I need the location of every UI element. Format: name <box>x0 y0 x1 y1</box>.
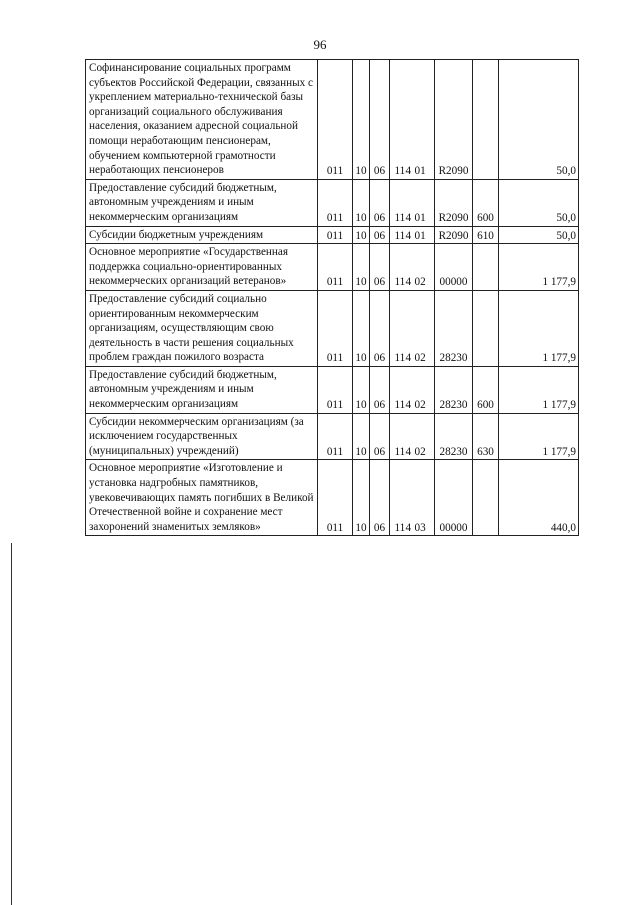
row-name: Предоставление субсидий социально ориентированным некоммерческим организациям, осуществляющим свою деятельность в части решения социальных проблем граждан пожилого возраста <box>86 290 318 366</box>
amount: 50,0 <box>499 179 579 226</box>
subsection-code: 06 <box>370 366 390 413</box>
subsection-code: 06 <box>370 226 390 244</box>
direction-code: R2090 <box>435 179 473 226</box>
program-code-part: 11 <box>394 165 406 178</box>
subprogram-code-part: 4 <box>405 521 412 534</box>
event-code-part: 01 <box>414 211 426 224</box>
section-code: 10 <box>353 226 370 244</box>
subsection-code: 06 <box>370 179 390 226</box>
expense-type-code: 600 <box>473 366 499 413</box>
subprogram-code-part: 4 <box>405 352 412 365</box>
amount: 1 177,9 <box>499 244 579 291</box>
direction-code: 28230 <box>435 290 473 366</box>
row-name: Предоставление субсидий бюджетным, автономным учреждениям и иным некоммерческим организациям <box>86 179 318 226</box>
subprogram-code-part: 4 <box>405 399 412 412</box>
table-row <box>86 60 579 180</box>
ministry-code: 011 <box>318 179 353 226</box>
ministry-code: 011 <box>318 226 353 244</box>
program-code-part: 11 <box>394 276 406 289</box>
subsection-code: 06 <box>370 60 390 180</box>
program-code <box>390 413 435 460</box>
row-name: Основное мероприятие «Государственная поддержка социально-ориентированных некоммерческих организаций ветеранов» <box>86 244 318 291</box>
table-row <box>86 290 579 366</box>
amount: 1 177,9 <box>499 413 579 460</box>
expense-type-code: 600 <box>473 179 499 226</box>
table-row <box>86 460 579 536</box>
table-row <box>86 179 579 226</box>
program-code-part: 11 <box>394 352 406 365</box>
ministry-code: 011 <box>318 413 353 460</box>
budget-table <box>85 59 579 536</box>
program-code-part: 11 <box>394 445 406 458</box>
amount: 50,0 <box>499 60 579 180</box>
ministry-code: 011 <box>318 460 353 536</box>
subsection-code: 06 <box>370 460 390 536</box>
event-code-part: 02 <box>414 276 426 289</box>
event-code-part: 01 <box>414 229 426 242</box>
subsection-code: 06 <box>370 244 390 291</box>
direction-code: 28230 <box>435 366 473 413</box>
direction-code: R2090 <box>435 60 473 180</box>
subprogram-code-part: 4 <box>405 165 412 178</box>
ministry-code: 011 <box>318 60 353 180</box>
expense-type-code: 610 <box>473 226 499 244</box>
page-number: 96 <box>313 37 327 52</box>
table-row <box>86 413 579 460</box>
subprogram-code-part: 4 <box>405 229 412 242</box>
program-code <box>390 366 435 413</box>
event-code-part: 02 <box>414 399 426 412</box>
section-code: 10 <box>353 244 370 291</box>
scan-margin-line <box>11 543 12 905</box>
program-code <box>390 460 435 536</box>
expense-type-code: 630 <box>473 413 499 460</box>
expense-type-code <box>473 460 499 536</box>
subprogram-code-part: 4 <box>405 445 412 458</box>
row-name: Основное мероприятие «Изготовление и установка надгробных памятников, увековечивающих память погибших в Великой Отечественной войне и сохранение мест захоронений знаменитых земляков» <box>86 460 318 536</box>
event-code-part: 01 <box>414 165 426 178</box>
program-code-part: 11 <box>394 211 406 224</box>
program-code-part: 11 <box>394 399 406 412</box>
section-code: 10 <box>353 290 370 366</box>
row-name: Субсидии бюджетным учреждениям <box>86 226 318 244</box>
expense-type-code <box>473 290 499 366</box>
row-name: Предоставление субсидий бюджетным, автономным учреждениям и иным некоммерческим организациям <box>86 366 318 413</box>
event-code-part: 03 <box>414 521 426 534</box>
subsection-code: 06 <box>370 413 390 460</box>
amount: 1 177,9 <box>499 290 579 366</box>
program-code <box>390 179 435 226</box>
section-code: 10 <box>353 60 370 180</box>
section-code: 10 <box>353 366 370 413</box>
row-name: Софинансирование социальных программ субъектов Российской Федерации, связанных с укреплением материально-технической базы организаций социального обслуживания населения, оказанием адресной социальной помощи неработающим пенсионерам, обучением компьютерной грамотности неработающих пенсионеров <box>86 60 318 180</box>
table-row <box>86 226 579 244</box>
program-code <box>390 226 435 244</box>
program-code-part: 11 <box>394 229 406 242</box>
table-row <box>86 244 579 291</box>
amount: 440,0 <box>499 460 579 536</box>
expense-type-code <box>473 60 499 180</box>
section-code: 10 <box>353 413 370 460</box>
program-code <box>390 60 435 180</box>
program-code <box>390 290 435 366</box>
expense-type-code <box>473 244 499 291</box>
section-code: 10 <box>353 460 370 536</box>
subsection-code: 06 <box>370 290 390 366</box>
row-name: Субсидии некоммерческим организациям (за исключением государственных (муниципальных) учреждений) <box>86 413 318 460</box>
section-code: 10 <box>353 179 370 226</box>
direction-code: 28230 <box>435 413 473 460</box>
amount: 1 177,9 <box>499 366 579 413</box>
direction-code: 00000 <box>435 244 473 291</box>
event-code-part: 02 <box>414 445 426 458</box>
table-row <box>86 366 579 413</box>
amount: 50,0 <box>499 226 579 244</box>
ministry-code: 011 <box>318 290 353 366</box>
program-code-part: 11 <box>394 521 406 534</box>
ministry-code: 011 <box>318 244 353 291</box>
subprogram-code-part: 4 <box>405 276 412 289</box>
program-code <box>390 244 435 291</box>
event-code-part: 02 <box>414 352 426 365</box>
direction-code: 00000 <box>435 460 473 536</box>
direction-code: R2090 <box>435 226 473 244</box>
ministry-code: 011 <box>318 366 353 413</box>
subprogram-code-part: 4 <box>405 211 412 224</box>
